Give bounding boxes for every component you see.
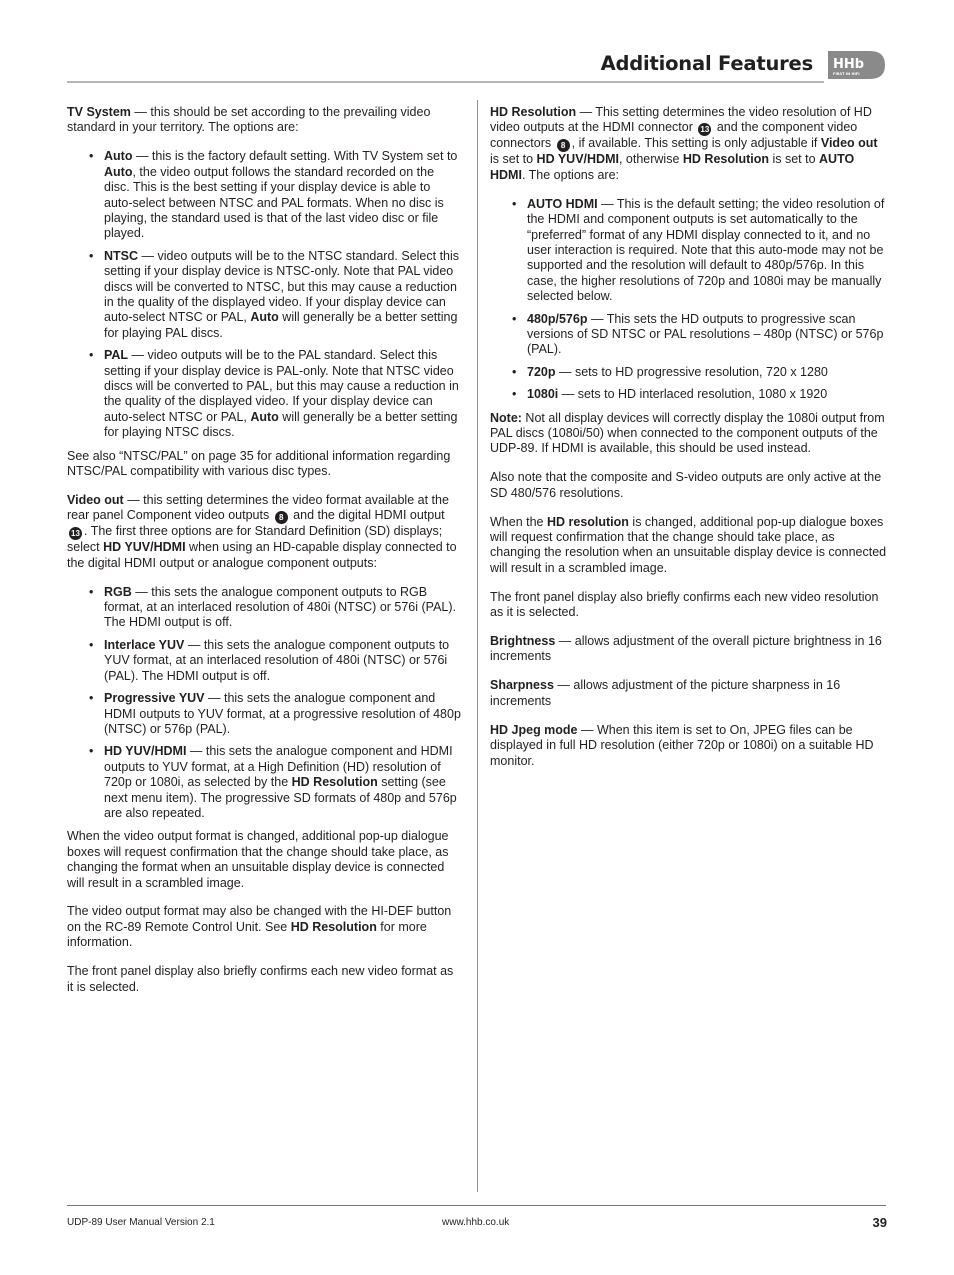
front-panel-paragraph: The front panel display also briefly confirms each new video format as it is selected. [67,964,454,994]
front-panel-resolution-paragraph: The front panel display also briefly confirms each new video resolution as it is selected. [490,589,879,620]
connector-number-badge: 8 [557,139,570,152]
text-run: — video outputs will be to the NTSC standard. Select this setting if your display device is NTSC-only. Note that PAL video discs will be converted to NTSC, but this may cause a reduction in the quality of the displayed video. If your display device can auto-select NTSC or PAL, [104,248,460,325]
bold-term: HD Jpeg mode [490,722,578,737]
svg-text:FIRST IN HIFI: FIRST IN HIFI [833,72,860,76]
option-720p [490,365,888,380]
text-run: — sets to HD interlaced resolution, 1080 x 1920 [558,387,828,402]
footer-website: www.hhb.co.uk [442,1217,510,1228]
hd-jpeg-paragraph [490,723,888,769]
header-rule [67,81,824,83]
bold-term: HD Resolution [290,919,377,934]
option-480p-576p [490,312,888,358]
bold-term: Auto [250,310,279,325]
text-run: — this sets the analogue component outputs to YUV format, at an interlaced resolution of 480i (NTSC) or 576i (PAL). The HDMI output is off. [104,637,450,683]
bold-term: Note: [490,410,522,425]
bold-term: HD YUV/HDMI [104,744,187,759]
text-run: , the video output follows the standard recorded on the disc. This is the best setting if your display device is able to auto-select between NTSC and PAL formats. When no disc is playing, the standard used is that of the last video disc or file played. [104,164,444,241]
bold-term: AUTO HDMI [527,196,598,211]
text-run: . The options are: [521,167,620,182]
bold-term: HD Resolution [490,105,577,119]
text-run: — When this item is set to On, JPEG files can be displayed in full HD resolution (either 720p or 1080i) on a suitable HD monitor. [490,722,874,768]
footer-manual-version: UDP-89 User Manual Version 2.1 [67,1217,215,1228]
text-run: , otherwise [618,152,683,167]
option-progressive-yuv [67,691,462,737]
svg-text:HHb: HHb [833,57,865,72]
bold-term: HD resolution [546,514,629,529]
text-run: . The first three options are for Standard Definition (SD) displays; select [67,524,443,555]
text-run: and the digital HDMI output [289,508,445,523]
bold-term: NTSC [104,248,139,263]
option-interlace-yuv [67,638,462,684]
option-hd-yuv-hdmi [67,744,462,821]
text-run: The video output format may also be changed with the HI-DEF button on the RC-89 Remote Control Unit. See [67,904,452,934]
text-run: — video outputs will be to the PAL standard. Select this setting if your display device is PAL-only. Note that NTSC video discs will be converted to PAL, but this may cause a reduction in the quality of the displayed video. If your display device can auto-select NTSC or PAL, [104,348,459,424]
text-run: is changed, additional pop-up dialogue boxes will request confirmation that the change should take place, as changing the resolution when an unsuitable display device is connected will result in a scrambled image. [490,514,887,575]
bold-term: 1080i [527,387,559,402]
text-run: will generally be a better setting for playing PAL discs. [104,310,458,340]
hidef-button-paragraph [67,904,462,950]
hd-resolution-intro [490,105,888,183]
bold-term: Video out [820,136,878,151]
text-run: for more information. [67,919,427,950]
text-run: is set to [490,152,537,167]
page-title: Additional Features [600,52,813,75]
video-out-intro [67,493,462,571]
see-also-note: See also “NTSC/PAL” on page 35 for additional information regarding NTSC/PAL compatibility with various disc types. [67,448,451,479]
bold-term: Video out [67,492,124,507]
text-run: is set to [769,152,820,167]
bold-term: Brightness [490,634,556,649]
text-run: — this setting determines the video format available at the rear panel Component video outputs [67,492,449,523]
note-paragraph [490,411,888,457]
bold-term: Progressive YUV [104,691,205,706]
hhb-logo [824,49,886,81]
tv-system-options [67,149,462,440]
text-run: setting (see next menu item). The progressive SD formats of 480p and 576p are also repeated. [104,775,457,820]
composite-note-paragraph: Also note that the composite and S-video outputs are only active at the SD 480/576 resolutions. [490,470,882,500]
bold-term: Auto [250,409,279,424]
bold-term: HD YUV/HDMI [536,152,619,167]
footer-rule [67,1205,886,1206]
text-run: , if available. This setting is only adjustable if [571,136,821,151]
bold-term: 720p [527,364,556,379]
bold-term: Auto [104,149,133,164]
right-column [490,105,888,782]
text-run: — sets to HD progressive resolution, 720 x 1280 [555,364,828,379]
bold-term: PAL [104,348,129,363]
bold-term: HD Resolution [682,152,769,167]
text-run: Not all display devices will correctly display the 1080i output from PAL discs (1080i/50) when connected to the component outputs of the UDP-89. If HDMI is available, this should be used instead. [490,410,885,456]
bold-term: Auto [104,164,133,179]
bold-term: Interlace YUV [104,637,185,652]
option-auto [67,149,462,241]
option-rgb [67,585,462,631]
tv-system-label: TV System [67,105,131,119]
bold-term: Sharpness [490,678,554,693]
brightness-paragraph [490,634,888,665]
video-out-options [67,585,462,822]
text-run: — allows adjustment of the overall picture brightness in 16 increments [490,634,882,664]
option-ntsc [67,249,462,341]
text-run: — This sets the HD outputs to progressive scan versions of SD NTSC or PAL resolutions – 480p (NTSC) or 576p (PAL). [527,311,884,357]
sharpness-paragraph [490,678,888,709]
text-run: — this is the factory default setting. With TV System set to [132,149,458,164]
option-1080i [490,387,888,402]
text-run: — This is the default setting; the video resolution of the HDMI and component outputs is set automatically to the “preferred” format of any HDMI display connected to it, and no user interaction is required. Note that this auto-mode may not be supported and the resolution will default to 480p/576p. In this case, the higher resolutions of 720p and 1080i may be manually selected below. [527,196,885,304]
connector-number-badge: 8 [275,511,288,524]
connector-number-badge: 13 [698,123,711,136]
hd-resolution-options [490,197,888,403]
bold-term: HD YUV/HDMI [103,540,186,555]
tv-system-intro [67,105,462,136]
bold-term: HD Resolution [291,775,378,790]
resolution-change-paragraph [490,515,888,577]
text-run: will generally be a better setting for playing NTSC discs. [104,409,458,440]
left-column [67,105,462,1009]
bold-term: RGB [104,584,132,599]
page-number: 39 [872,1215,887,1230]
bold-term: 480p/576p [527,311,588,326]
text-run: — allows adjustment of the picture sharpness in 16 increments [490,678,841,708]
tv-system-text: — this should be set according to the prevailing video standard in your territory. The options are: [67,105,431,135]
text-run: — this sets the analogue component outputs to RGB format, at an interlaced resolution of 480i (NTSC) or 576i (PAL). The HDMI output is off. [104,584,457,630]
connector-number-badge: 13 [69,527,82,540]
option-pal [67,348,462,440]
text-run: When the [490,514,547,529]
bold-term: AUTO HDMI [490,152,855,182]
text-run: — This setting determines the video resolution of HD video outputs at the HDMI connector [490,105,872,135]
format-change-paragraph: When the video output format is changed, additional pop-up dialogue boxes will request confirmation that the change should take place, as changing the format when an unsuitable display device is connected will result in a scrambled image. [67,829,449,890]
text-run: — this sets the analogue component and HDMI outputs to YUV format, at a High Definition (HD) resolution of 720p or 1080i, as selected by the [104,744,453,790]
option-auto-hdmi [490,197,888,305]
text-run: and the component video connectors [490,120,858,151]
column-divider [477,100,478,1192]
text-run: when using an HD-capable display connected to the digital HDMI output or analogue component outputs: [67,540,457,570]
text-run: — this sets the analogue component and HDMI outputs to YUV format, at a progressive resolution of 480p (NTSC) or 576p (PAL). [104,691,461,736]
